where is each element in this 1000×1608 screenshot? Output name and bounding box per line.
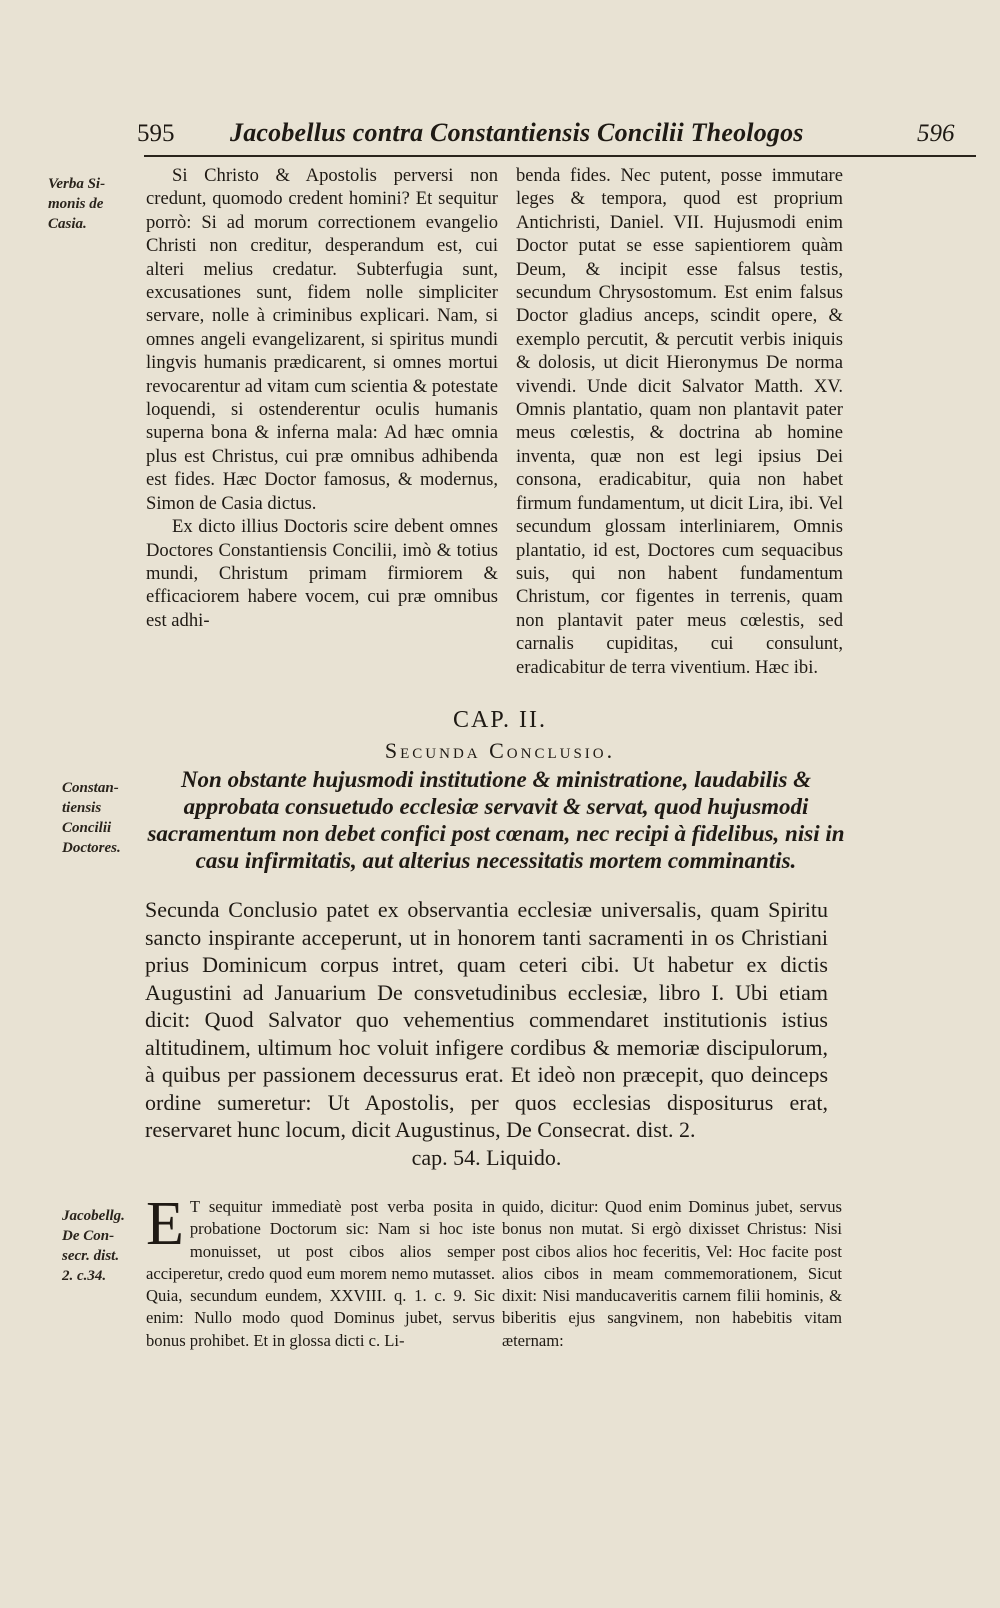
right-column xyxy=(516,164,843,679)
margin-note-line: monis de xyxy=(48,196,104,212)
margin-note-line: Jacobellg. xyxy=(62,1208,125,1224)
conclusio-heading: Secunda Conclusio. xyxy=(384,738,616,763)
margin-note-line: De Con- xyxy=(62,1228,115,1244)
proposition-text: Non obstante hujusmodi institutione & ministratione, laudabilis & approbata consuetudo ecclesiæ servavit & servat, quod hujusmodi sacramentum non debet confici post cœnam, nec recipi à fidelibus, nisi in casu infirmitatis, aut alterius necessitatis mortem comminantis. xyxy=(147,767,845,873)
margin-note-line: Constan- xyxy=(62,780,119,796)
margin-note-line: secr. dist. xyxy=(62,1248,120,1264)
left-column xyxy=(146,164,498,632)
header-rule xyxy=(144,155,976,157)
left-paragraph-2: Ex dicto illius Doctoris scire debent omnes Doctores Constantiensis Concilii, imò & totius mundi, Christum primam firmiorem & efficaciorem habere vocem, cui præ omnibus est adhi- xyxy=(146,516,498,631)
left-paragraph-1: Si Christo & Apostolis perversi non credunt, quomodo credent homini? Et sequitur porrò: Si ad morum correctionem evangelio Christi non creditur, desperandum est, cui alteri melius credatur. Subterfugia sunt, excusationes sunt, fidem nolle simpliciter servare, nolle à criminibus explicari. Nam, si omnes angeli evangelizarent, si spiritus mundi lingvis humanis prædicarent, si omnes mortui revocarentur ad vitam cum scientia & potestate loquendi, si ostenderentur oculis humanis superna bona & inferna mala: Ad hæc omnia plus est Christus, cui præ omnibus adhibenda est fides. Hæc Doctor famosus, & modernus, Simon de Casia dictus. xyxy=(146,165,498,514)
bottom-right-column xyxy=(502,1196,842,1352)
drop-cap: E xyxy=(146,1190,184,1258)
page-number-right: 596 xyxy=(917,120,955,147)
bottom-left-column xyxy=(146,1190,495,1352)
margin-note-line: Casia. xyxy=(48,216,87,232)
margin-note-simon xyxy=(48,174,138,234)
margin-note-line: Verba Si- xyxy=(48,176,106,192)
page-number-left: 595 xyxy=(137,120,175,147)
margin-note-line: Doctores. xyxy=(62,840,121,856)
citation-line: cap. 54. Liquido. xyxy=(411,1144,562,1170)
bottom-right-paragraph: quido, dicitur: Quod enim Dominus jubet, servus bonus non mutat. Si ergò dixisset Christus: Nisi post cibos alios hoc feceritis, Vel: Hoc facite post alios cibos in meam commemorationem, Sicut dixit: Nisi manducaveritis carnem filii hominis, & biberitis ejus sangvinem, non habebitis vitam æternam: xyxy=(502,1197,842,1350)
bottom-left-paragraph: T sequitur immediatè post verba posita in probatione Doctorum sic: Nam si hoc iste monuisset, ut post cibos alios semper acciperetur, credo quod eum morem nemo mutasset. Quia, secundum eundem, XXVIII. q. 1. c. 9. Sic enim: Nullo modo quod Dominus jubet, servus bonus prohibet. Et in glossa dicti c. Li- xyxy=(146,1197,495,1350)
margin-note-doctores xyxy=(62,778,142,858)
margin-note-line: Concilii xyxy=(62,820,112,836)
running-title: Jacobellus contra Constantiensis Concilii Theologos xyxy=(230,118,804,147)
main-paragraph: Secunda Conclusio patet ex observantia ecclesiæ universalis, quam Spiritu sancto inspirante acceperunt, ut in honorem tanti sacramenti in os Christiani prius Dominicum corpus intret, quam ceteri cibi. Ut habetur ex dictis Augustini ad Januarium De consvetudinibus ecclesiæ, libro I. Ubi etiam dicit: Quod Salvator quo vehementius commendaret institutionis istius altitudinem, ultimum hoc voluit infigere cordibus & memoriæ discipulorum, à quibus per passionem decessurus erat. Et ideò non præcepit, quo deinceps ordine sumeretur: Ut Apostolis, per quos ecclesias dispositurus erat, reservaret hunc locum, dicit Augustinus, De Consecrat. dist. 2. xyxy=(145,897,828,1142)
main-text-block xyxy=(145,896,828,1171)
margin-note-line: 2. c.34. xyxy=(62,1268,107,1284)
margin-note-jacobellus xyxy=(62,1206,142,1286)
margin-note-line: tiensis xyxy=(62,800,102,816)
chapter-heading: CAP. II. xyxy=(452,707,547,733)
right-paragraph-1: benda fides. Nec putent, posse immutare leges & tempora, quod est proprium Antichristi, Daniel. VII. Hujusmodi enim Doctor putat se esse sapientiorem quàm Deum, & incipit esse falsus testis, secundum Chrysostomum. Est enim falsus Doctor gladius anceps, scindit opere, & exemplo percutit, & percutit verbis iniquis & dolosis, ut dicit Hieronymus De norma vivendi. Unde dicit Salvator Matth. XV. Omnis plantatio, quam non plantavit pater meus cœlestis, & doctrina ab homine inventa, quæ non est legi ipsius Dei consona, eradicabitur, quia non habet firmum fundamentum, ut dicit Lira, ibi. Vel secundum glossam interliniarem, Omnis plantatio, id est, Doctores cum sequacibus suis, qui non habent fundamentum Christum, cor figentes in terrenis, quam non plantavit pater meus cœlestis, sed carnalis cupiditas, cui consulunt, eradicabitur de terra viventium. Hæc ibi. xyxy=(516,165,843,678)
